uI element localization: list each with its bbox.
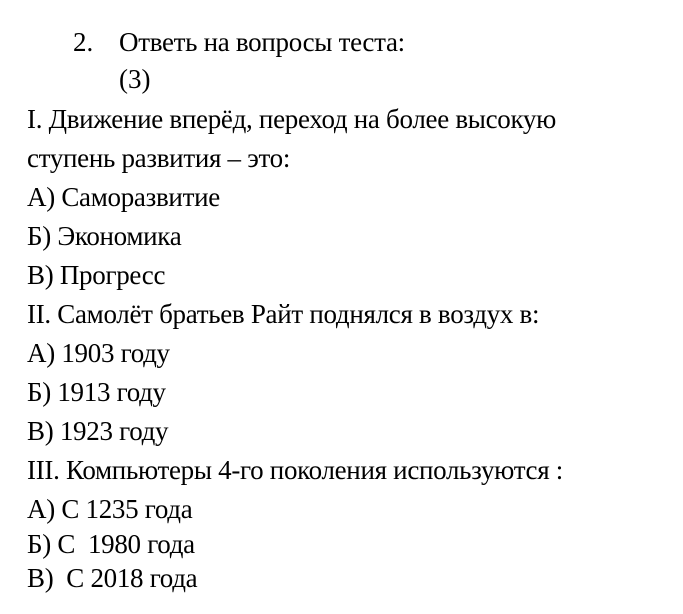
question-3-text: III. Компьютеры 4-го поколения используются :: [27, 455, 563, 485]
question-1-option-c: В) Прогресс: [27, 260, 166, 290]
task-title: Ответь на вопросы теста:: [119, 27, 405, 57]
question-1-text-line-2: ступень развития – это:: [27, 143, 291, 173]
question-2-option-a: А) 1903 году: [27, 338, 170, 368]
question-3-option-c: В) С 2018 года: [27, 563, 198, 593]
question-2-text: II. Самолёт братьев Райт поднялся в воздух в:: [27, 299, 540, 329]
question-2-option-b: Б) 1913 году: [27, 377, 166, 407]
task-score: (3): [119, 64, 151, 94]
question-3-option-a: А) С 1235 года: [27, 494, 193, 524]
question-3-option-b: Б) С 1980 года: [27, 529, 195, 559]
task-number: 2.: [73, 27, 94, 57]
question-2-option-c: В) 1923 году: [27, 416, 169, 446]
question-1-text-line-1: I. Движение вперёд, переход на более высокую: [27, 104, 557, 134]
question-1-option-a: А) Саморазвитие: [27, 182, 220, 212]
question-1-option-b: Б) Экономика: [27, 221, 182, 251]
